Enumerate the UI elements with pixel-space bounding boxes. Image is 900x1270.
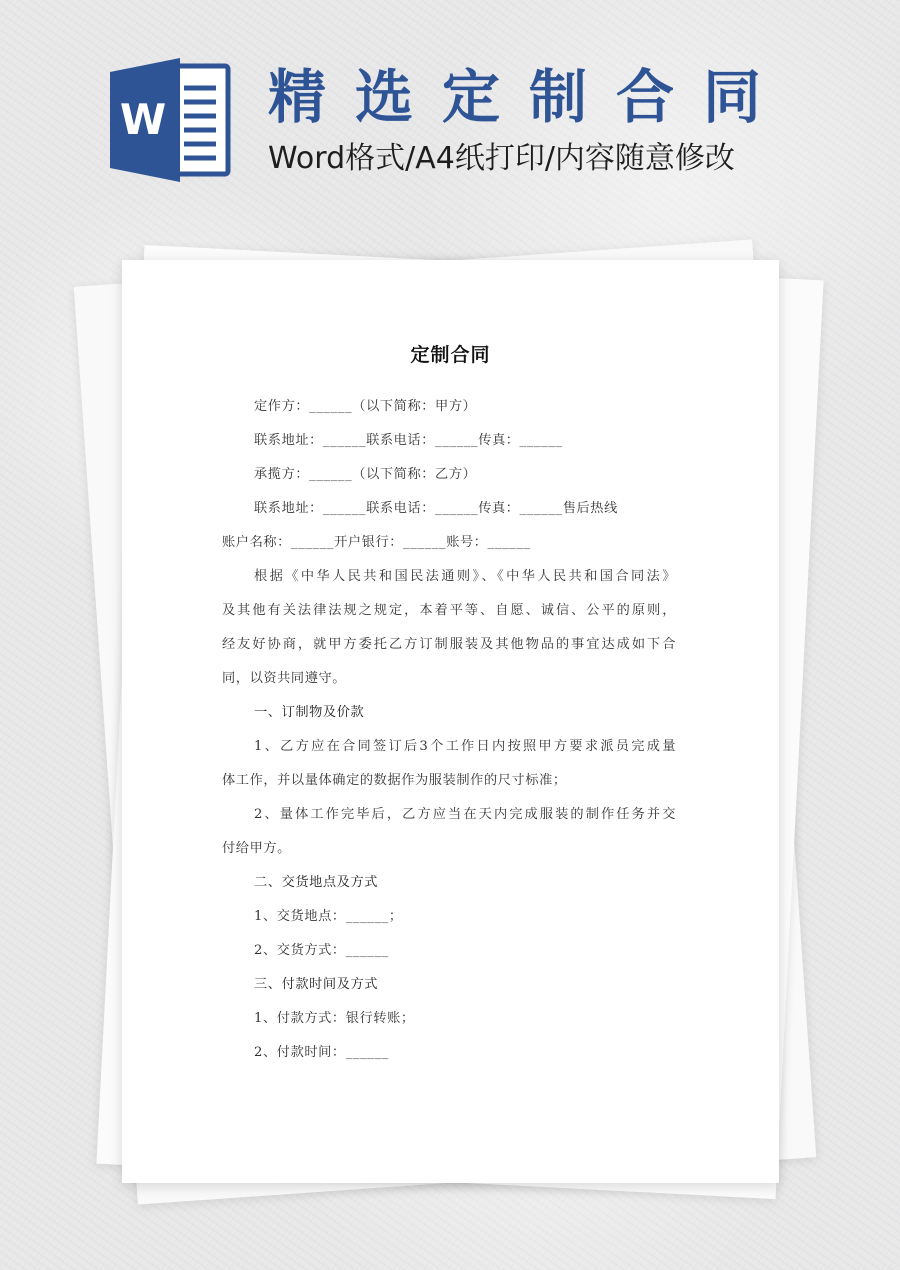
section-2-heading: 二、交货地点及方式 xyxy=(254,875,379,890)
section-1-item-2-line: 2、量体工作完毕后，乙方应当在天内完成服装的制作任务并交 xyxy=(254,807,676,822)
section-3-item-2: 2、付款时间：______ xyxy=(254,1045,389,1060)
section-1-item-1-line: 1、乙方应在合同签订后3个工作日内按照甲方要求派员完成量 xyxy=(254,739,676,754)
banner-title: 精选定制合同 xyxy=(268,63,791,131)
section-1-item-1-line: 体工作，并以量体确定的数据作为服装制作的尺寸标准； xyxy=(222,773,567,788)
intro-paragraph-line: 同，以资共同遵守。 xyxy=(222,671,347,686)
document-body xyxy=(222,390,676,1070)
word-document-icon xyxy=(110,58,232,182)
section-1-item-2-line: 付给甲方。 xyxy=(222,841,291,856)
header-banner xyxy=(0,0,900,210)
section-3-item-1: 1、付款方式：银行转账； xyxy=(254,1011,415,1026)
section-2-item-2: 2、交货方式：______ xyxy=(254,943,389,958)
intro-paragraph-line: 根据《中华人民共和国民法通则》、《中华人民共和国合同法》 xyxy=(254,569,676,584)
document-title: 定制合同 xyxy=(410,344,491,366)
party-a-line: 定作方：______（以下简称：甲方） xyxy=(254,399,477,414)
word-logo-letter: W xyxy=(119,95,167,144)
party-b-contact-line: 联系地址：______联系电话：______传真：______售后热线 xyxy=(254,501,618,516)
section-3-heading: 三、付款时间及方式 xyxy=(254,977,379,992)
document-page xyxy=(122,260,779,1183)
account-line: 账户名称：______开户银行：______账号：______ xyxy=(222,535,531,550)
section-2-item-1: 1、交货地点：______； xyxy=(254,909,403,924)
intro-paragraph-line: 及其他有关法律法规之规定，本着平等、自愿、诚信、公平的原则， xyxy=(222,603,676,618)
party-b-line: 承揽方：______（以下简称：乙方） xyxy=(254,467,477,482)
section-1-heading: 一、订制物及价款 xyxy=(254,705,365,720)
intro-paragraph-line: 经友好协商，就甲方委托乙方订制服装及其他物品的事宜达成如下合 xyxy=(222,637,676,652)
party-a-contact-line: 联系地址：______联系电话：______传真：______ xyxy=(254,433,563,448)
banner-subtitle: Word格式/A4纸打印/内容随意修改 xyxy=(268,141,735,176)
